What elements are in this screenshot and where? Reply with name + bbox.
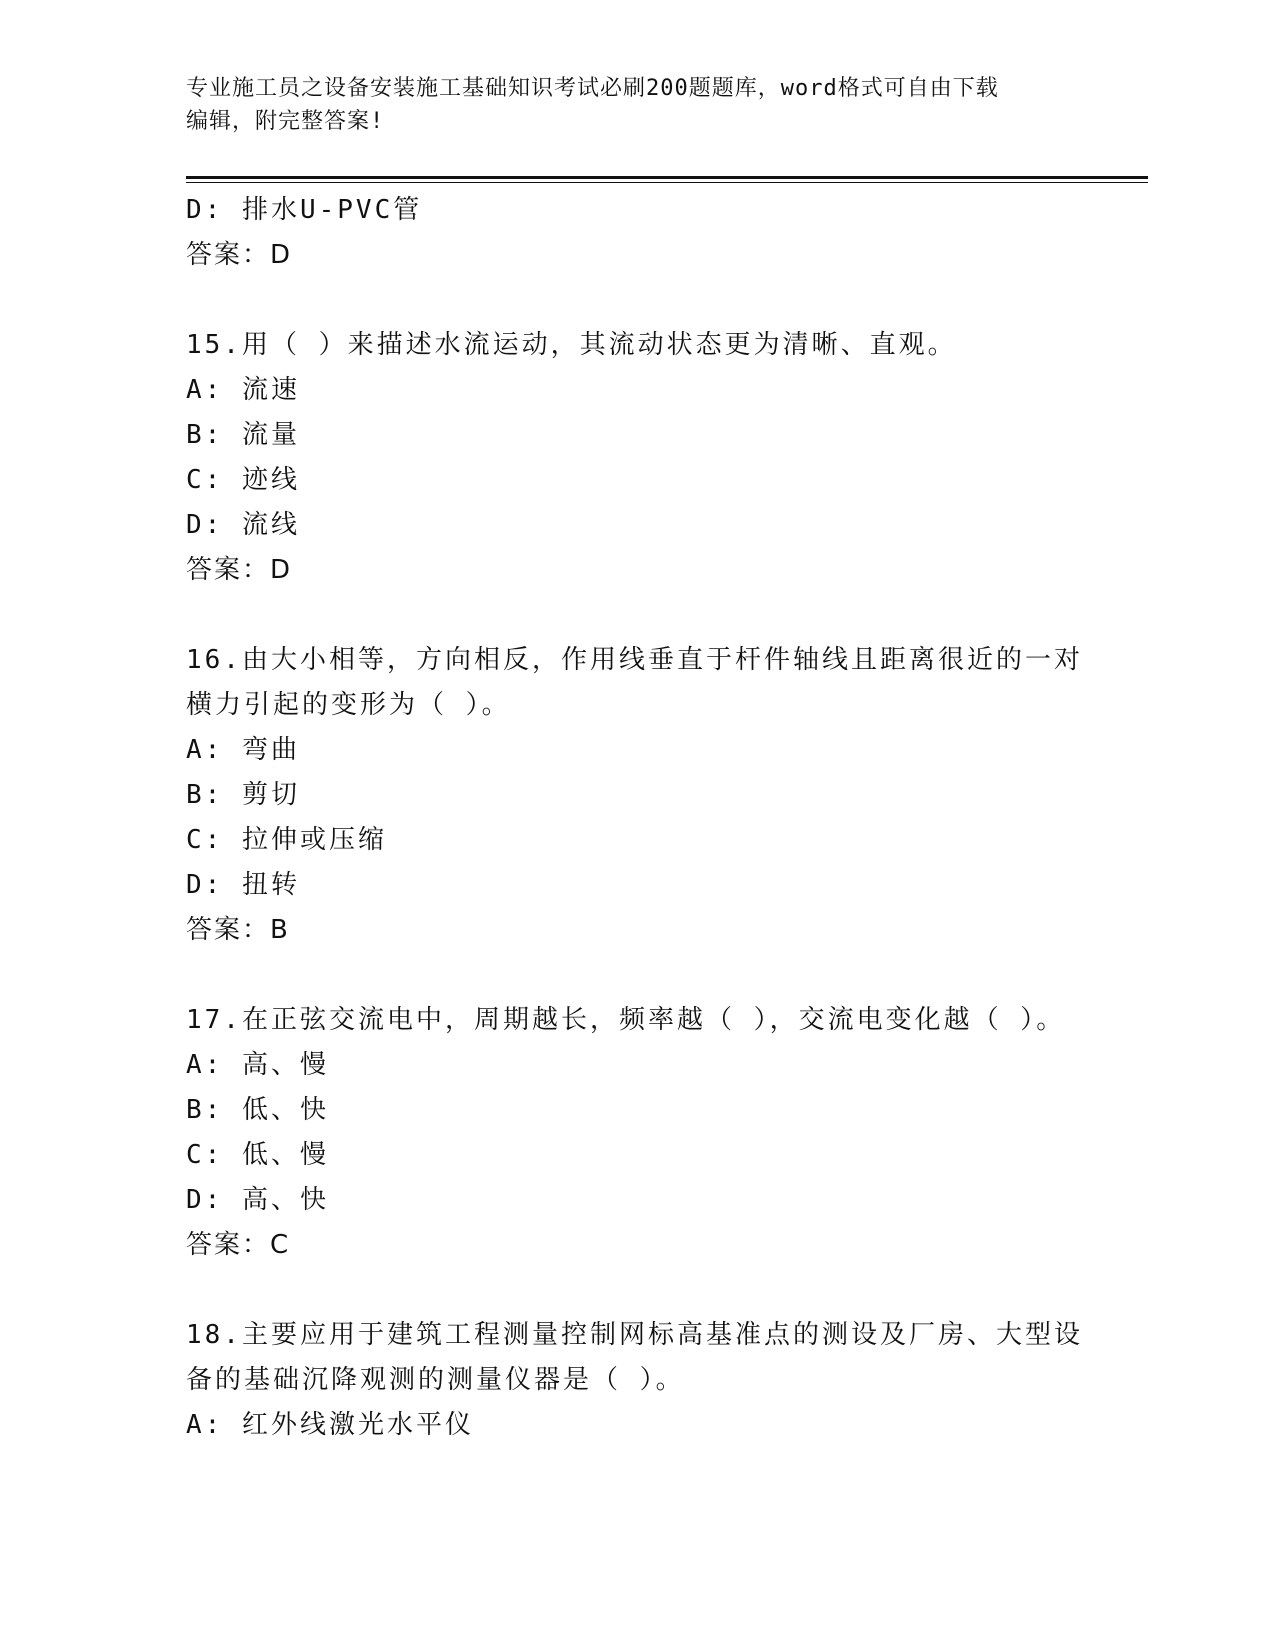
question-stem: 17.在正弦交流电中，周期越长，频率越（ ），交流电变化越（ ）。 (186, 1005, 1066, 1035)
option-b: B: 剪切 (186, 780, 300, 810)
question-content (186, 188, 1086, 1448)
option-b: B: 流量 (186, 420, 300, 450)
question-15 (186, 323, 1086, 593)
option-c: C: 低、慢 (186, 1140, 329, 1170)
option-d: D: 流线 (186, 510, 300, 540)
header-rule-thin (186, 182, 1148, 183)
spacer (186, 1268, 1086, 1313)
question-17 (186, 998, 1086, 1268)
header-rule-thick (186, 176, 1148, 179)
option-d: D: 高、快 (186, 1185, 329, 1215)
question-16 (186, 638, 1086, 953)
question-stem: 16.由大小相等，方向相反，作用线垂直于杆件轴线且距离很近的一对 (186, 645, 1083, 675)
option-c: C: 迹线 (186, 465, 300, 495)
question-18 (186, 1313, 1086, 1448)
header-line-1: 专业施工员之设备安装施工基础知识考试必刷200题题库，word格式可自由下载 (186, 76, 999, 101)
option-a: A: 弯曲 (186, 735, 300, 765)
option-c: C: 拉伸或压缩 (186, 825, 387, 855)
answer: 答案：B (186, 915, 290, 945)
prev-answer: 答案：D (186, 240, 293, 270)
option-b: B: 低、快 (186, 1095, 329, 1125)
answer: 答案：C (186, 1230, 291, 1260)
spacer (186, 278, 1086, 323)
question-stem: 18.主要应用于建筑工程测量控制网标高基准点的测设及厂房、大型设 (186, 1320, 1083, 1350)
question-stem-continued: 横力引起的变形为（ ）。 (186, 690, 511, 720)
question-stem-continued: 备的基础沉降观测的测量仪器是（ ）。 (186, 1365, 685, 1395)
option-a: A: 红外线激光水平仪 (186, 1410, 474, 1440)
option-a: A: 流速 (186, 375, 300, 405)
spacer (186, 593, 1086, 638)
prev-option-d: D: 排水U-PVC管 (186, 195, 423, 225)
option-d: D: 扭转 (186, 870, 300, 900)
option-a: A: 高、慢 (186, 1050, 329, 1080)
question-stem: 15.用（ ）来描述水流运动，其流动状态更为清晰、直观。 (186, 330, 957, 360)
header-line-2: 编辑，附完整答案! (186, 109, 385, 134)
spacer (186, 953, 1086, 998)
page-header (186, 72, 1066, 138)
answer: 答案：D (186, 555, 293, 585)
